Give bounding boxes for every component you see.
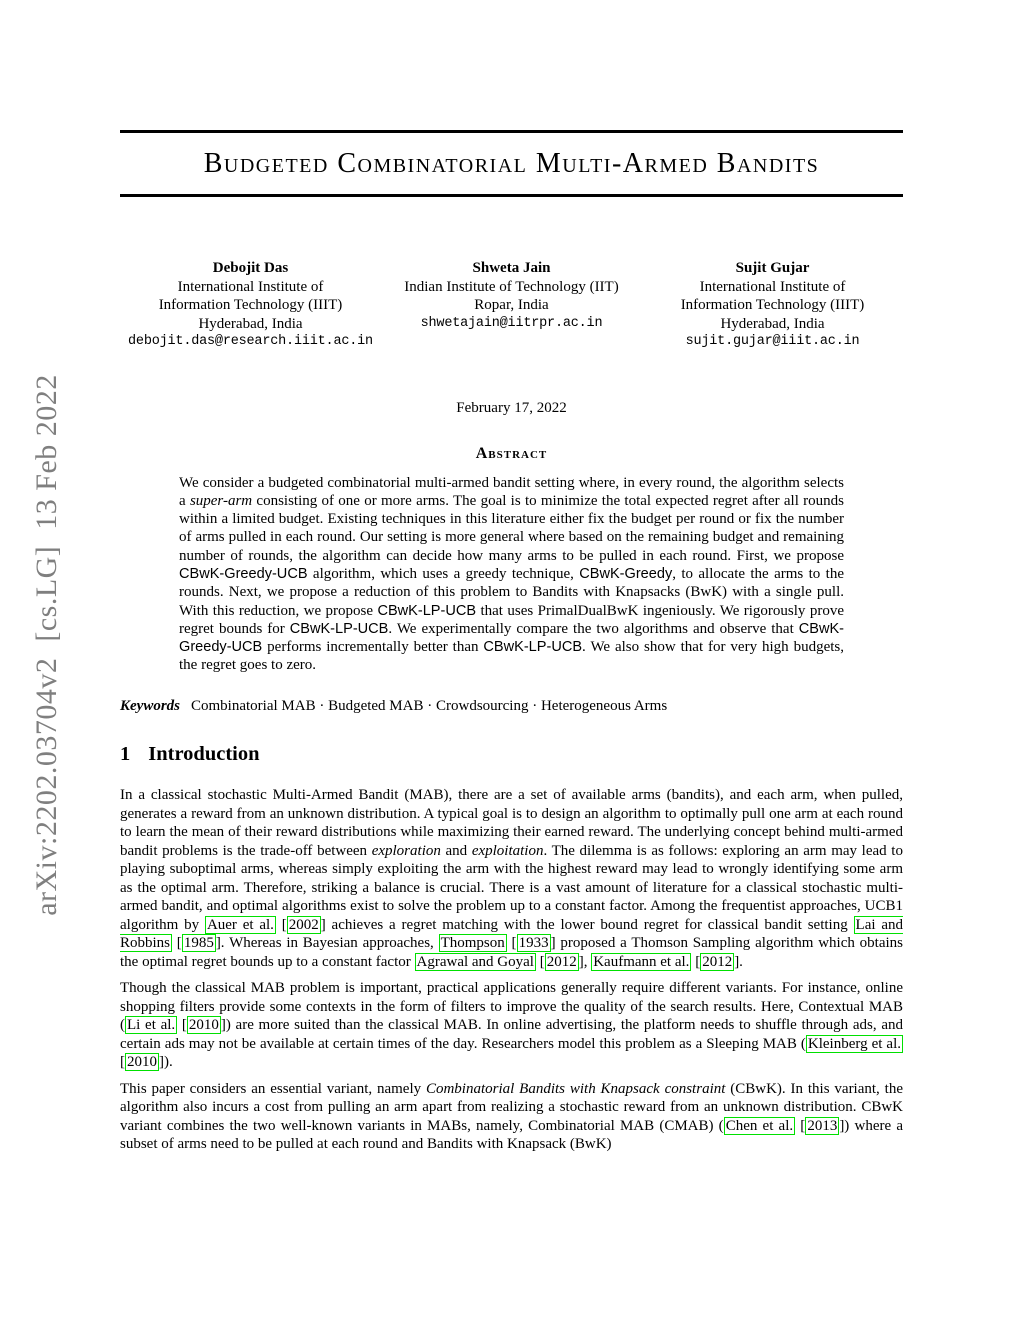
author-affiliation: Indian Institute of Technology (IIT) Ropar, India [404, 278, 619, 313]
abstract-text [179, 474, 844, 675]
keywords-label: Keywords [120, 697, 180, 714]
paper-title: Budgeted Combinatorial Multi-Armed Bandits [203, 148, 820, 179]
arxiv-watermark: arXiv:2202.03704v2 [cs.LG] 13 Feb 2022 [30, 374, 63, 916]
text-segment: This paper considers an essential variant, namely [120, 1080, 426, 1097]
text-segment: [ [120, 1054, 125, 1071]
paragraph-2 [120, 979, 903, 1072]
citation-link[interactable]: 2012 [702, 953, 733, 970]
text-segment: ]) are more suited than the classical MAB. In online advertising, the platform needs to shuffle through ads, and certain ads may not be available at certain times of the day. Researchers model this problem as a Sleeping MAB ( [120, 1017, 903, 1052]
author-column-3 [642, 259, 903, 352]
citation-link[interactable]: 1985 [183, 935, 214, 952]
text-segment: consisting of one or more arms. The goal is to minimize the total expected regret after all rounds within a limited budget. Existing techniques in this literature either fix the budget per round or fix the number of arms pulled in each round. Our setting is more general where based on the remaining budget and remaining number of rounds, the algorithm can decide how many arms to be pulled in each round. First, we propose [179, 492, 844, 564]
citation-link[interactable]: 2010 [127, 1054, 157, 1071]
text-segment: super-arm [189, 492, 253, 509]
citation-link[interactable]: Auer et al. [206, 916, 274, 933]
text-segment: (CBwK). In this variant, the algorithm also incurs a cost from pulling an arm apart from realizing a stochastic reward from an unknown distribution. CBwK variant combines the two well-known variants in MABs, namely, Combinatorial MAB (CMAB) ( [120, 1080, 903, 1134]
author-email: debojit.das@research.iiit.ac.in [128, 334, 373, 349]
section-title: Introduction [148, 743, 260, 766]
authors-block [120, 259, 903, 352]
section-heading-introduction [120, 743, 903, 766]
text-segment: CBwK-Greedy-UCB [179, 565, 308, 582]
author-column-1 [120, 259, 381, 352]
author-name: Shweta Jain [472, 260, 551, 276]
keywords-text: Combinatorial MAB · Budgeted MAB · Crowdsourcing · Heterogeneous Arms [191, 697, 668, 714]
citation-link[interactable]: 2002 [288, 916, 319, 933]
text-segment: algorithm, which uses a greedy technique, [307, 565, 580, 582]
author-email: shwetajain@iitrpr.ac.in [420, 315, 603, 331]
text-segment: CBwK-Greedy-UCB [179, 620, 844, 656]
text-segment: exploration [371, 842, 441, 859]
citation-link[interactable]: Kleinberg et al. [807, 1035, 901, 1052]
author-email: sujit.gujar@iiit.ac.in [685, 334, 860, 349]
abstract-heading: Abstract [475, 444, 548, 462]
text-segment: We consider a budgeted combinatorial multi-armed bandit setting where, in every round, the algorithm selects a [179, 474, 844, 509]
author-affiliation: International Institute of Information Technology (IIIT) Hyderabad, India [680, 278, 865, 332]
author-column-2 [381, 259, 642, 352]
title-rule-top [120, 130, 903, 133]
text-segment: CBwK-LP-UCB [483, 639, 583, 656]
citation-link[interactable]: 1933 [518, 935, 549, 952]
citation-link[interactable]: Chen et al. [725, 1117, 794, 1134]
paragraph-1 [120, 786, 903, 971]
keywords-line [120, 697, 903, 716]
text-segment: [ [275, 916, 287, 933]
text-segment: and [440, 842, 472, 859]
text-segment: CBwK-LP-UCB [289, 620, 389, 637]
citation-link[interactable]: Agrawal and Goyal [416, 953, 534, 970]
text-segment: ] proposed a Thomson Sampling algorithm which obtains the optimal regret bounds up to a constant factor [120, 935, 903, 970]
author-name: Sujit Gujar [735, 260, 810, 276]
text-segment: . We experimentally compare the two algorithms and observe that [388, 620, 799, 637]
citation-link[interactable]: 2012 [546, 953, 577, 970]
text-segment: [ [172, 935, 182, 952]
paper-content [120, 0, 903, 1154]
title-rule-bottom [120, 194, 903, 197]
text-segment: that uses PrimalDualBwK ingeniously. We rigorously prove regret bounds for [179, 602, 844, 637]
text-segment: ]) where a subset of arms need to be pulled at each round and Bandits with Knapsack (BwK) [120, 1117, 903, 1153]
citation-link[interactable]: Li et al. [127, 1017, 176, 1034]
text-segment: In a classical stochastic Multi-Armed Bandit (MAB), there are a set of available arms (bandits), and each arm, when pulled, generates a reward from an unknown distribution. A typical goal is to design an algorithm to optimally pull one arm at each round to learn the mean of their reward distributions while maximizing their earned reward. The underlying concept behind multi-armed bandit problems is the trade-off between [120, 787, 903, 859]
text-segment: [ [506, 935, 517, 952]
text-segment: ]. [734, 953, 743, 970]
text-segment: CBwK-LP-UCB [377, 602, 477, 619]
text-segment: Combinatorial Bandits with Knapsack constraint [425, 1080, 726, 1097]
text-segment: ]. Whereas in Bayesian approaches, [215, 935, 439, 952]
text-segment: exploitation [471, 842, 544, 859]
text-segment: ]). [159, 1054, 173, 1071]
paragraph-3 [120, 1080, 903, 1154]
date: February 17, 2022 [456, 399, 567, 416]
author-name: Debojit Das [212, 260, 289, 276]
text-segment: performs incrementally better than [262, 639, 484, 656]
text-segment: . We also show that for very high budgets, the regret goes to zero. [179, 639, 844, 674]
text-segment: , to allocate the arms to the rounds. Next, we propose a reduction of this problem to Bandits with Knapsacks (BwK) with a single pull. With this reduction, we propose [179, 565, 844, 619]
text-segment: ], [578, 953, 592, 970]
text-segment: . The dilemma is as follows: exploring an arm may lead to playing suboptimal arms, whereas simply exploiting the arm with the highest reward may lead to wrongly identifying some arm as the optimal arm. Therefore, striking a balance is crucial. There is a vast amount of literature for a classical stochastic multi-armed bandit, and optimal algorithms exist to solve the problem up to a constant factor. Among the frequentist approaches, UCB1 algorithm by [120, 842, 903, 933]
text-segment: CBwK-Greedy [579, 565, 673, 582]
text-segment: ] achieves a regret matching with the lower bound regret for classical bandit setting [320, 916, 854, 933]
text-segment: [ [795, 1117, 806, 1134]
citation-link[interactable]: Lai and Robbins [120, 916, 903, 952]
text-segment: [ [177, 1017, 187, 1034]
citation-link[interactable]: Thompson [440, 935, 505, 952]
author-affiliation: International Institute of Information Technology (IIIT) Hyderabad, India [158, 278, 343, 332]
text-segment: [ [535, 953, 545, 970]
citation-link[interactable]: 2013 [807, 1117, 838, 1134]
text-segment: [ [691, 953, 701, 970]
citation-link[interactable]: 2010 [188, 1017, 219, 1034]
text-segment: Though the classical MAB problem is important, practical applications generally require different variants. For instance, online shopping filters provide some contexts in the form of filters to improve the quality of the search results. Here, Contextual MAB ( [120, 980, 903, 1034]
citation-link[interactable]: Kaufmann et al. [593, 953, 690, 970]
section-number: 1 [120, 743, 131, 766]
